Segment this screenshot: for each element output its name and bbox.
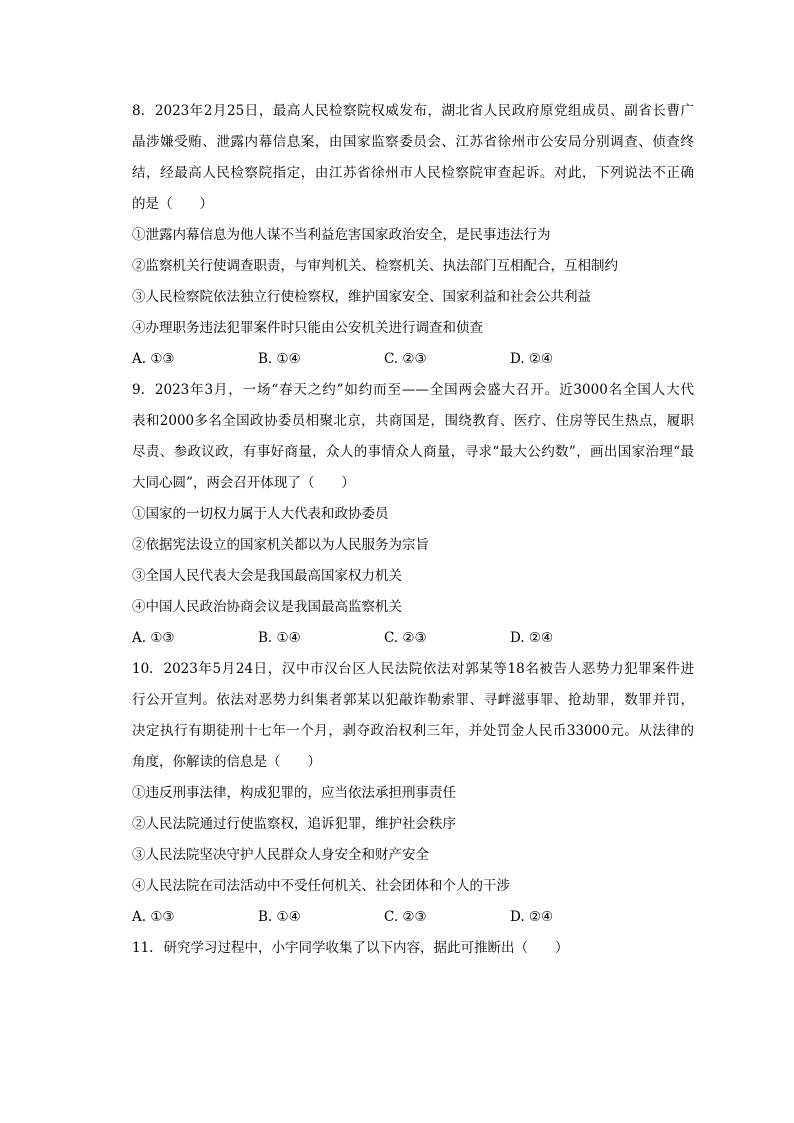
option-c[interactable]: C. ②③ bbox=[384, 630, 427, 646]
question-number: 8. bbox=[132, 103, 145, 119]
question-stem-line bbox=[132, 933, 694, 964]
question-stem-line: 大同心圆”，两会召开体现了（ ） bbox=[132, 475, 355, 491]
question-stem-line: 角度，你解读的信息是（ ） bbox=[132, 754, 321, 770]
question-10 bbox=[132, 654, 694, 933]
answer-options bbox=[132, 344, 694, 375]
question-stem-line bbox=[132, 654, 694, 685]
question-number: 10. bbox=[132, 661, 154, 677]
statement-4: ④中国人民政治协商会议是我国最高监察机关 bbox=[132, 599, 402, 615]
option-d[interactable]: D. ②④ bbox=[510, 351, 554, 367]
statement-3: ③人民法院坚决守护人民群众人身安全和财产安全 bbox=[132, 847, 429, 863]
question-stem-line: 尽责、参政议政，有事好商量，众人的事情众人商量，寻求“最大公约数”，画出国家治理“最 bbox=[132, 444, 694, 460]
statement-3: ③全国人民代表大会是我国最高国家权力机关 bbox=[132, 568, 402, 584]
question-stem-line bbox=[132, 96, 694, 127]
stem-text: 2023年2月25日，最高人民检察院权威发布，湖北省人民政府原党组成员、副省长曹广 bbox=[154, 103, 694, 119]
stem-text: 研究学习过程中，小宇同学收集了以下内容，据此可推断出（ ） bbox=[163, 940, 569, 956]
answer-options bbox=[132, 902, 694, 933]
statement-1: ①违反刑事法律，构成犯罪的，应当依法承担刑事责任 bbox=[132, 785, 456, 801]
statement-3: ③人民检察院依法独立行使检察权，维护国家安全、国家利益和社会公共利益 bbox=[132, 289, 591, 305]
question-stem-line: 行公开宣判。依法对恶势力纠集者郭某以犯敲诈勒索罪、寻衅滋事罪、抢劫罪，数罪并罚， bbox=[132, 692, 694, 708]
stem-text: 2023年5月24日，汉中市汉台区人民法院依法对郭某等18名被告人恶势力犯罪案件进 bbox=[163, 661, 694, 677]
statement-1: ①国家的一切权力属于人大代表和政协委员 bbox=[132, 506, 389, 522]
option-a[interactable]: A. ①③ bbox=[132, 351, 175, 367]
statement-4: ④人民法院在司法活动中不受任何机关、社会团体和个人的干涉 bbox=[132, 878, 510, 894]
statement-2: ②人民法院通过行使监察权，追诉犯罪，维护社会秩序 bbox=[132, 816, 456, 832]
option-d[interactable]: D. ②④ bbox=[510, 909, 554, 925]
statement-2: ②监察机关行使调查职责，与审判机关、检察机关、执法部门互相配合，互相制约 bbox=[132, 258, 618, 274]
question-stem-line: 的是（ ） bbox=[132, 196, 213, 212]
question-9 bbox=[132, 375, 694, 654]
option-b[interactable]: B. ①④ bbox=[258, 630, 301, 646]
option-b[interactable]: B. ①④ bbox=[258, 351, 301, 367]
exam-page bbox=[132, 96, 694, 964]
option-c[interactable]: C. ②③ bbox=[384, 909, 427, 925]
option-b[interactable]: B. ①④ bbox=[258, 909, 301, 925]
question-stem-line: 晶涉嫌受贿、泄露内幕信息案，由国家监察委员会、江苏省徐州市公安局分别调查、侦查终 bbox=[132, 134, 694, 150]
option-c[interactable]: C. ②③ bbox=[384, 351, 427, 367]
option-a[interactable]: A. ①③ bbox=[132, 630, 175, 646]
stem-text: 2023年3月，一场“春天之约”如约而至——全国两会盛大召开。近3000名全国人大代 bbox=[154, 382, 694, 398]
question-stem-line: 表和2000多名全国政协委员相聚北京，共商国是，围绕教育、医疗、住房等民生热点，履职 bbox=[132, 413, 694, 429]
question-stem-line: 决定执行有期徒刑十七年一个月，剥夺政治权利三年，并处罚金人民币33000元。从法律的 bbox=[132, 723, 694, 739]
statement-1: ①泄露内幕信息为他人谋不当利益危害国家政治安全，是民事违法行为 bbox=[132, 227, 551, 243]
question-stem-line: 结，经最高人民检察院指定，由江苏省徐州市人民检察院审查起诉。对此，下列说法不正确 bbox=[132, 165, 694, 181]
statement-2: ②依据宪法设立的国家机关都以为人民服务为宗旨 bbox=[132, 537, 429, 553]
question-11 bbox=[132, 933, 694, 964]
question-stem-line bbox=[132, 375, 694, 406]
option-d[interactable]: D. ②④ bbox=[510, 630, 554, 646]
answer-options bbox=[132, 623, 694, 654]
question-number: 9. bbox=[132, 382, 145, 398]
option-a[interactable]: A. ①③ bbox=[132, 909, 175, 925]
statement-4: ④办理职务违法犯罪案件时只能由公安机关进行调查和侦查 bbox=[132, 320, 483, 336]
question-number: 11. bbox=[132, 940, 154, 956]
question-8 bbox=[132, 96, 694, 375]
